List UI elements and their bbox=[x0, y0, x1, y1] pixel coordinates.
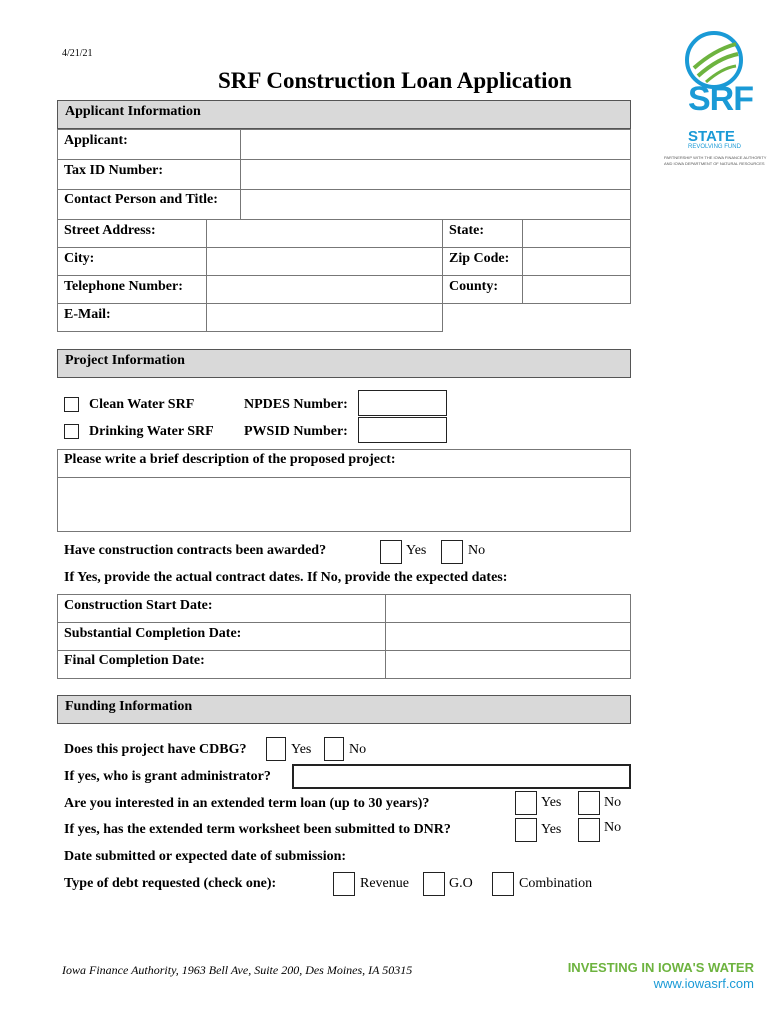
extended-yes-checkbox[interactable] bbox=[515, 791, 537, 815]
drinking-water-checkbox[interactable] bbox=[64, 424, 79, 439]
footer-slogan: INVESTING IN IOWA'S WATER bbox=[567, 960, 754, 975]
phone-input[interactable] bbox=[206, 275, 443, 304]
cdbg-yes-checkbox[interactable] bbox=[266, 737, 286, 761]
description-textarea[interactable] bbox=[57, 477, 631, 532]
go-checkbox[interactable] bbox=[423, 872, 445, 896]
tax-id-input[interactable] bbox=[240, 159, 631, 190]
worksheet-yes-label: Yes bbox=[541, 822, 562, 837]
contact-label: Contact Person and Title: bbox=[64, 192, 218, 207]
contact-input[interactable] bbox=[240, 189, 631, 220]
submission-date-label: Date submitted or expected date of submission: bbox=[64, 849, 347, 864]
logo-state: STATE bbox=[688, 128, 735, 145]
final-date-label: Final Completion Date: bbox=[64, 653, 205, 668]
funding-section-header: Funding Information bbox=[57, 695, 631, 724]
extended-no-checkbox[interactable] bbox=[578, 791, 600, 815]
revenue-checkbox[interactable] bbox=[333, 872, 355, 896]
grant-admin-input[interactable] bbox=[292, 764, 631, 789]
email-input[interactable] bbox=[206, 303, 443, 332]
footer-website-link[interactable]: www.iowasrf.com bbox=[653, 976, 754, 991]
worksheet-no-label: No bbox=[604, 820, 622, 835]
contracts-no-checkbox[interactable] bbox=[441, 540, 463, 564]
final-date-input[interactable] bbox=[385, 650, 631, 679]
street-input[interactable] bbox=[206, 219, 443, 248]
contracts-yes-label: Yes bbox=[406, 543, 427, 558]
state-input[interactable] bbox=[522, 219, 631, 248]
substantial-date-input[interactable] bbox=[385, 622, 631, 651]
cdbg-yes-label: Yes bbox=[291, 742, 312, 757]
logo-tagline-2: AND IOWA DEPARTMENT OF NATURAL RESOURCES bbox=[664, 161, 765, 166]
cdbg-no-checkbox[interactable] bbox=[324, 737, 344, 761]
pwsid-input[interactable] bbox=[358, 417, 447, 443]
applicant-section-header: Applicant Information bbox=[57, 100, 631, 129]
form-date: 4/21/21 bbox=[62, 48, 93, 59]
worksheet-no-checkbox[interactable] bbox=[578, 818, 600, 842]
logo-tagline-1: PARTNERSHIP WITH THE IOWA FINANCE AUTHORITY bbox=[664, 155, 767, 160]
tax-id-label: Tax ID Number: bbox=[64, 163, 164, 178]
contracts-no-label: No bbox=[468, 543, 486, 558]
start-date-label: Construction Start Date: bbox=[64, 598, 213, 613]
combination-checkbox[interactable] bbox=[492, 872, 514, 896]
description-label: Please write a brief description of the proposed project: bbox=[64, 452, 396, 467]
drinking-water-label: Drinking Water SRF bbox=[89, 424, 214, 439]
phone-label: Telephone Number: bbox=[64, 279, 183, 294]
cdbg-question: Does this project have CDBG? bbox=[64, 742, 247, 757]
pwsid-label: PWSID Number: bbox=[244, 424, 348, 439]
applicant-label: Applicant: bbox=[64, 133, 128, 148]
debt-type-label: Type of debt requested (check one): bbox=[64, 876, 277, 891]
npdes-label: NPDES Number: bbox=[244, 397, 348, 412]
clean-water-label: Clean Water SRF bbox=[89, 397, 195, 412]
project-section-header: Project Information bbox=[57, 349, 631, 378]
go-label: G.O bbox=[449, 876, 473, 891]
revenue-label: Revenue bbox=[360, 876, 409, 891]
county-input[interactable] bbox=[522, 275, 631, 304]
combination-label: Combination bbox=[519, 876, 593, 891]
contracts-yes-checkbox[interactable] bbox=[380, 540, 402, 564]
county-label: County: bbox=[449, 279, 499, 294]
state-label: State: bbox=[449, 223, 484, 238]
street-label: Street Address: bbox=[64, 223, 156, 238]
srf-logo bbox=[660, 30, 767, 170]
city-input[interactable] bbox=[206, 247, 443, 276]
extended-yes-label: Yes bbox=[541, 795, 562, 810]
footer-address: Iowa Finance Authority, 1963 Bell Ave, Suite 200, Des Moines, IA 50315 bbox=[62, 963, 413, 977]
zip-input[interactable] bbox=[522, 247, 631, 276]
contracts-question: Have construction contracts been awarded? bbox=[64, 543, 327, 558]
city-label: City: bbox=[64, 251, 95, 266]
email-label: E-Mail: bbox=[64, 307, 111, 322]
applicant-input[interactable] bbox=[240, 129, 631, 160]
extended-no-label: No bbox=[604, 795, 622, 810]
npdes-input[interactable] bbox=[358, 390, 447, 416]
start-date-input[interactable] bbox=[385, 594, 631, 623]
dates-instruction: If Yes, provide the actual contract dates. If No, provide the expected dates: bbox=[64, 570, 508, 585]
logo-subtitle: REVOLVING FUND bbox=[688, 144, 741, 150]
zip-label: Zip Code: bbox=[449, 251, 510, 266]
substantial-date-label: Substantial Completion Date: bbox=[64, 626, 242, 641]
clean-water-checkbox[interactable] bbox=[64, 397, 79, 412]
grant-admin-question: If yes, who is grant administrator? bbox=[64, 769, 271, 784]
worksheet-question: If yes, has the extended term worksheet been submitted to DNR? bbox=[64, 822, 451, 837]
cdbg-no-label: No bbox=[349, 742, 367, 757]
page-title: SRF Construction Loan Application bbox=[218, 68, 572, 93]
logo-mark: SRF bbox=[688, 80, 753, 118]
extended-term-question: Are you interested in an extended term loan (up to 30 years)? bbox=[64, 796, 430, 811]
worksheet-yes-checkbox[interactable] bbox=[515, 818, 537, 842]
